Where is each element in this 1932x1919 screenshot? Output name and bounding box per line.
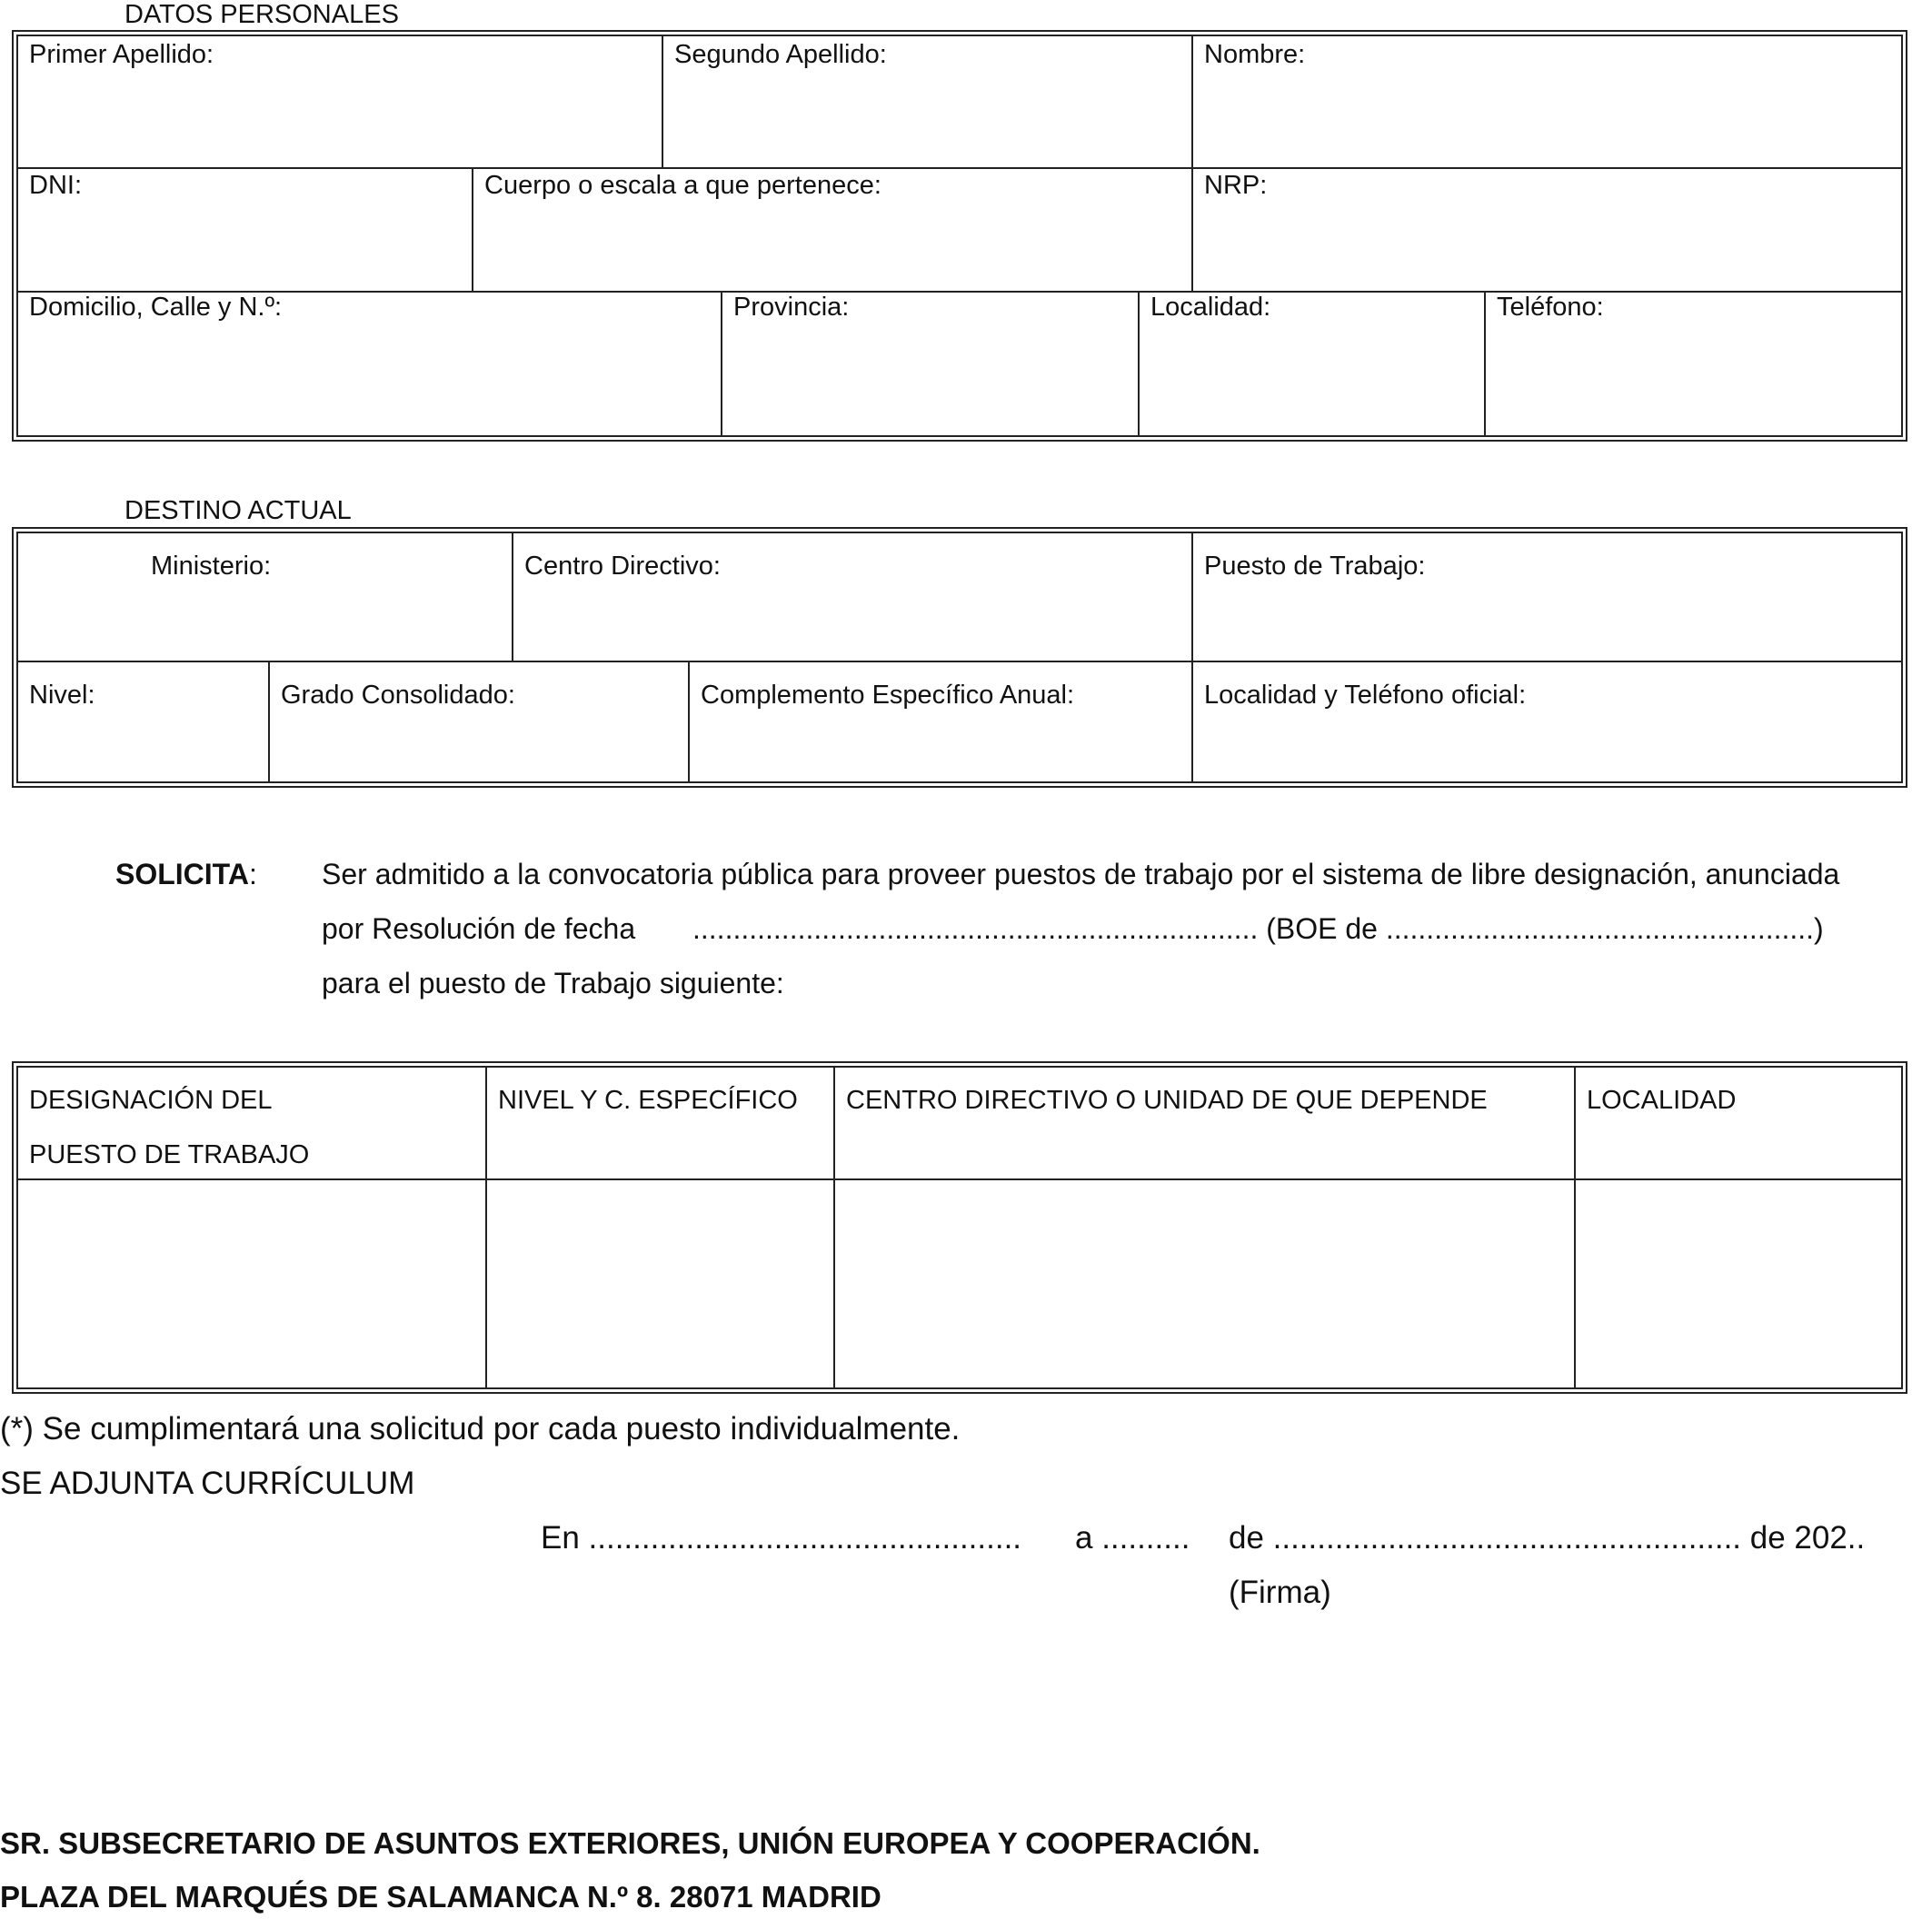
provincia-label: Provincia: <box>733 293 850 322</box>
puesto-label: Puesto de Trabajo: <box>1204 552 1426 581</box>
header-designacion <box>18 1068 485 1178</box>
solicita-word: SOLICITA <box>115 858 249 890</box>
puesto-field[interactable] <box>1191 533 1901 661</box>
dni-field[interactable] <box>18 167 472 291</box>
grado-label: Grado Consolidado: <box>281 681 515 710</box>
localidad-telefono-field[interactable] <box>1191 661 1901 781</box>
designacion-input-cell[interactable] <box>18 1178 485 1387</box>
domicilio-field[interactable] <box>18 291 721 435</box>
nombre-label: Nombre: <box>1204 40 1306 69</box>
nrp-field[interactable] <box>1191 167 1901 291</box>
solicita-colon: : <box>248 858 257 890</box>
solicita-line-2a: por Resolución de fecha <box>322 912 636 945</box>
nivel-field[interactable] <box>18 661 268 781</box>
header-localidad-label: LOCALIDAD <box>1587 1086 1737 1115</box>
complemento-field[interactable] <box>688 661 1191 781</box>
segundo-apellido-label: Segundo Apellido: <box>674 40 887 69</box>
solicita-line-3: para el puesto de Trabajo siguiente: <box>322 967 784 999</box>
solicita-line-2b: ...................................................................... (BOE de .....................................................) <box>692 912 1824 945</box>
personal-data-box <box>16 35 1903 437</box>
addressee-line-1: SR. SUBSECRETARIO DE ASUNTOS EXTERIORES, UNIÓN EUROPEA Y COOPERACIÓN. <box>0 1826 1260 1860</box>
centro-directivo-field[interactable] <box>512 533 1191 661</box>
section-title-datos-personales: DATOS PERSONALES <box>124 0 399 29</box>
primer-apellido-label: Primer Apellido: <box>29 40 214 69</box>
section-title-destino-actual: DESTINO ACTUAL <box>124 496 352 525</box>
header-designacion-line1: DESIGNACIÓN DEL <box>29 1086 273 1115</box>
nivel-input-cell[interactable] <box>485 1178 833 1387</box>
complemento-label: Complemento Específico Anual: <box>701 681 1075 710</box>
adjunta-text: SE ADJUNTA CURRÍCULUM <box>0 1466 415 1501</box>
nivel-label: Nivel: <box>29 681 95 710</box>
cuerpo-label: Cuerpo o escala a que pertenece: <box>484 171 881 200</box>
centro-input-cell[interactable] <box>833 1178 1574 1387</box>
puestos-table <box>16 1066 1903 1389</box>
dni-label: DNI: <box>29 171 82 200</box>
ministerio-label: Ministerio: <box>151 552 272 581</box>
localidad-input-cell[interactable] <box>1574 1178 1901 1387</box>
header-centro <box>833 1068 1574 1178</box>
centro-directivo-label: Centro Directivo: <box>524 552 721 581</box>
header-localidad <box>1574 1068 1901 1178</box>
domicilio-label: Domicilio, Calle y N.º: <box>29 293 283 322</box>
localidad-label: Localidad: <box>1150 293 1271 322</box>
provincia-field[interactable] <box>721 291 1138 435</box>
de-field[interactable]: de ..................................................... de 202.. <box>1229 1520 1866 1556</box>
localidad-field[interactable] <box>1138 291 1484 435</box>
firma-label: (Firma) <box>1229 1575 1331 1610</box>
en-field[interactable]: En ................................................. <box>541 1520 1022 1556</box>
segundo-apellido-field[interactable] <box>662 36 1191 167</box>
solicita-label <box>115 858 257 891</box>
header-nivel <box>485 1068 833 1178</box>
header-nivel-label: NIVEL Y C. ESPECÍFICO <box>498 1086 798 1115</box>
nombre-field[interactable] <box>1191 36 1901 167</box>
a-field[interactable]: a .......... <box>1075 1520 1190 1556</box>
addressee-line-2: PLAZA DEL MARQUÉS DE SALAMANCA N.º 8. 28071 MADRID <box>0 1880 881 1914</box>
solicita-line-1: Ser admitido a la convocatoria pública para proveer puestos de trabajo por el sistema de libre designación, anunciada <box>322 858 1840 890</box>
telefono-field[interactable] <box>1484 291 1901 435</box>
cuerpo-field[interactable] <box>472 167 1191 291</box>
nrp-label: NRP: <box>1204 171 1268 200</box>
header-centro-label: CENTRO DIRECTIVO O UNIDAD DE QUE DEPENDE <box>846 1086 1488 1115</box>
grado-field[interactable] <box>268 661 688 781</box>
telefono-label: Teléfono: <box>1497 293 1604 322</box>
header-designacion-line2: PUESTO DE TRABAJO <box>29 1140 310 1169</box>
localidad-telefono-label: Localidad y Teléfono oficial: <box>1204 681 1527 710</box>
ministerio-field[interactable] <box>18 533 512 661</box>
note-text: (*) Se cumplimentará una solicitud por cada puesto individualmente. <box>0 1411 961 1447</box>
destino-box <box>16 532 1903 783</box>
primer-apellido-field[interactable] <box>18 36 662 167</box>
